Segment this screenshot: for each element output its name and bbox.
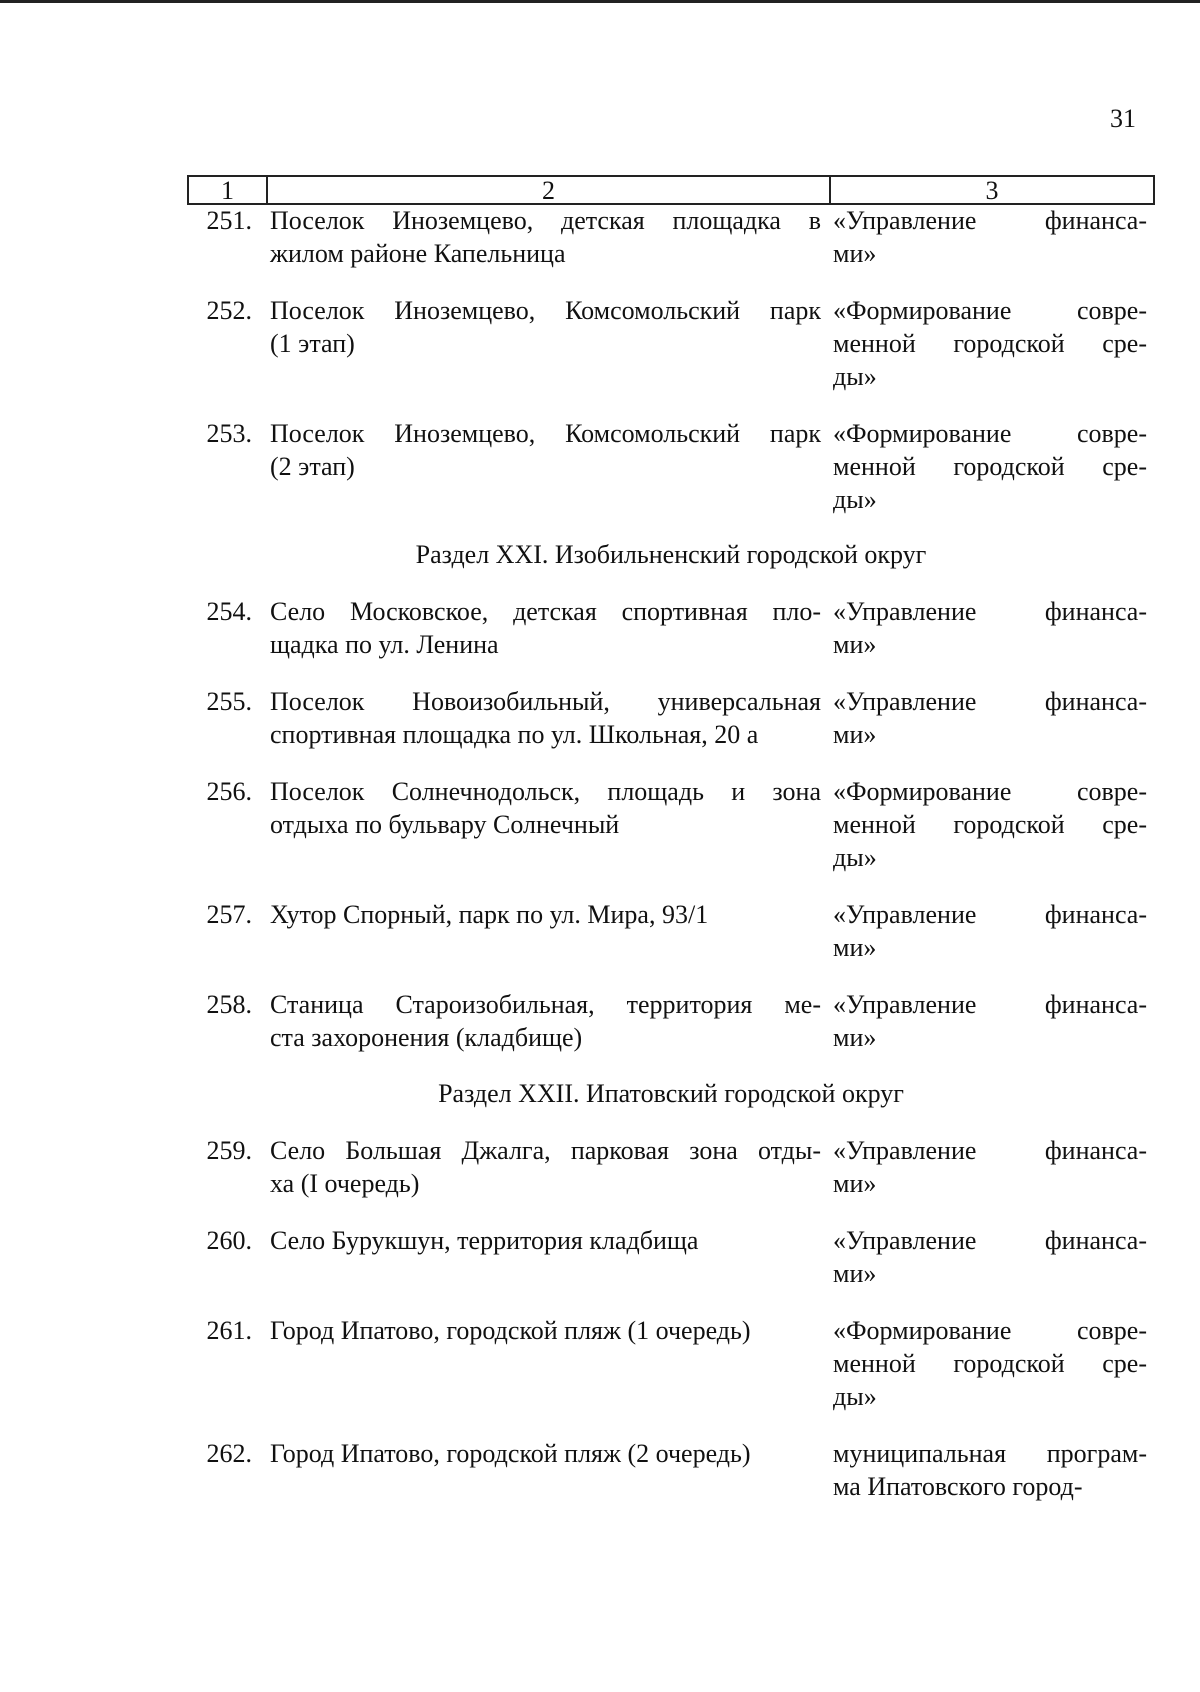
object-name-line: ста захоронения (кладбище) — [270, 1023, 583, 1052]
object-name-line: Село Бурукшун, территория кладбища — [270, 1226, 699, 1255]
object-name — [266, 595, 829, 661]
program-name-line: «Управление финанса- — [833, 900, 1147, 929]
object-name — [266, 775, 829, 874]
table-row — [187, 1314, 1155, 1413]
program-name — [829, 1314, 1155, 1413]
program-name-line: ми» — [833, 239, 877, 268]
program-name-line: ми» — [833, 630, 877, 659]
program-name-line: менной городской сре- — [833, 810, 1147, 839]
object-name — [266, 204, 829, 270]
row-number: 259. — [206, 1136, 252, 1165]
row-number: 258. — [206, 990, 252, 1019]
program-name — [829, 204, 1155, 270]
table-row — [187, 417, 1155, 516]
table-row — [187, 1224, 1155, 1290]
program-name-line: менной городской сре- — [833, 1349, 1147, 1378]
program-name-line: «Управление финанса- — [833, 1226, 1147, 1255]
header-col-3: 3 — [985, 176, 999, 205]
object-name-line: Поселок Новоизобильный, универсальная — [270, 687, 821, 716]
table-body — [187, 204, 1155, 1503]
table-row — [187, 1437, 1155, 1503]
program-name-line: менной городской сре- — [833, 452, 1147, 481]
object-name — [266, 1134, 829, 1200]
object-name-line: щадка по ул. Ленина — [270, 630, 499, 659]
row-number: 251. — [206, 206, 252, 235]
program-name-line: «Управление финанса- — [833, 1136, 1147, 1165]
program-name — [829, 685, 1155, 751]
program-name-line: «Управление финанса- — [833, 597, 1147, 626]
table-row — [187, 988, 1155, 1054]
table-row — [187, 685, 1155, 751]
table-row — [187, 775, 1155, 874]
section-title: Раздел XXI. Изобильненский городской округ — [415, 540, 927, 569]
row-number: 261. — [206, 1316, 252, 1345]
object-name-line: ха (I очередь) — [270, 1169, 420, 1198]
program-name-line: ды» — [833, 1382, 877, 1411]
object-name-line: спортивная площадка по ул. Школьная, 20 а — [270, 720, 759, 749]
program-name-line: «Управление финанса- — [833, 990, 1147, 1019]
program-name — [829, 294, 1155, 393]
object-name-line: (2 этап) — [270, 452, 355, 481]
object-name-line: жилом районе Капельница — [270, 239, 566, 268]
program-name-line: «Формирование совре- — [833, 419, 1147, 448]
object-name — [266, 898, 829, 964]
program-name-line: ми» — [833, 933, 877, 962]
program-name-line: ми» — [833, 1023, 877, 1052]
object-name — [266, 294, 829, 393]
object-name-line: Поселок Солнечнодольск, площадь и зона — [270, 777, 821, 806]
table-row — [187, 1134, 1155, 1200]
table-header — [187, 175, 1155, 205]
object-name-line: (1 этап) — [270, 329, 355, 358]
header-col-1: 1 — [189, 177, 268, 203]
object-name — [266, 1224, 829, 1290]
program-name — [829, 988, 1155, 1054]
program-name-line: муниципальная програм- — [833, 1439, 1147, 1468]
top-rule — [0, 0, 1200, 3]
row-number: 255. — [206, 687, 252, 716]
page-number: 31 — [1110, 104, 1136, 133]
program-name-line: «Управление финанса- — [833, 687, 1147, 716]
program-name-line: «Формирование совре- — [833, 1316, 1147, 1345]
row-number: 252. — [206, 296, 252, 325]
row-number: 256. — [206, 777, 252, 806]
table-row — [187, 595, 1155, 661]
program-name-line: ми» — [833, 1259, 877, 1288]
program-name — [829, 1134, 1155, 1200]
row-number: 260. — [206, 1226, 252, 1255]
table-row — [187, 898, 1155, 964]
program-name-line: ды» — [833, 843, 877, 872]
section-title: Раздел XXII. Ипатовский городской округ — [438, 1079, 904, 1108]
program-name-line: «Формирование совре- — [833, 296, 1147, 325]
program-name — [829, 898, 1155, 964]
program-name — [829, 1224, 1155, 1290]
program-name-line: ми» — [833, 1169, 877, 1198]
header-col-2: 2 — [268, 177, 831, 203]
program-name-line: ды» — [833, 362, 877, 391]
object-name — [266, 988, 829, 1054]
object-name — [266, 1437, 829, 1503]
object-name-line: Город Ипатово, городской пляж (1 очередь) — [270, 1316, 751, 1345]
program-name-line: ми» — [833, 720, 877, 749]
table-row — [187, 294, 1155, 393]
program-name-line: менной городской сре- — [833, 329, 1147, 358]
program-name-line: «Формирование совре- — [833, 777, 1147, 806]
object-name-line: Поселок Иноземцево, Комсомольский парк — [270, 419, 821, 448]
row-number: 257. — [206, 900, 252, 929]
object-name-line: Город Ипатово, городской пляж (2 очередь) — [270, 1439, 751, 1468]
program-name-line: ма Ипатовского город- — [833, 1472, 1083, 1501]
object-name-line: Село Большая Джалга, парковая зона отды- — [270, 1136, 821, 1165]
object-name — [266, 417, 829, 516]
object-name-line: Хутор Спорный, парк по ул. Мира, 93/1 — [270, 900, 709, 929]
row-number: 262. — [206, 1439, 252, 1468]
row-number: 254. — [206, 597, 252, 626]
row-number: 253. — [206, 419, 252, 448]
program-name — [829, 1437, 1155, 1503]
table-row — [187, 204, 1155, 270]
object-name-line: Село Московское, детская спортивная пло- — [270, 597, 821, 626]
program-name-line: ды» — [833, 485, 877, 514]
object-name-line: Поселок Иноземцево, Комсомольский парк — [270, 296, 821, 325]
object-name-line: Поселок Иноземцево, детская площадка в — [270, 206, 821, 235]
object-name-line: отдыха по бульвару Солнечный — [270, 810, 620, 839]
program-name-line: «Управление финанса- — [833, 206, 1147, 235]
program-name — [829, 595, 1155, 661]
object-name — [266, 1314, 829, 1413]
program-name — [829, 417, 1155, 516]
object-name — [266, 685, 829, 751]
object-name-line: Станица Староизобильная, территория ме- — [270, 990, 821, 1019]
program-name — [829, 775, 1155, 874]
